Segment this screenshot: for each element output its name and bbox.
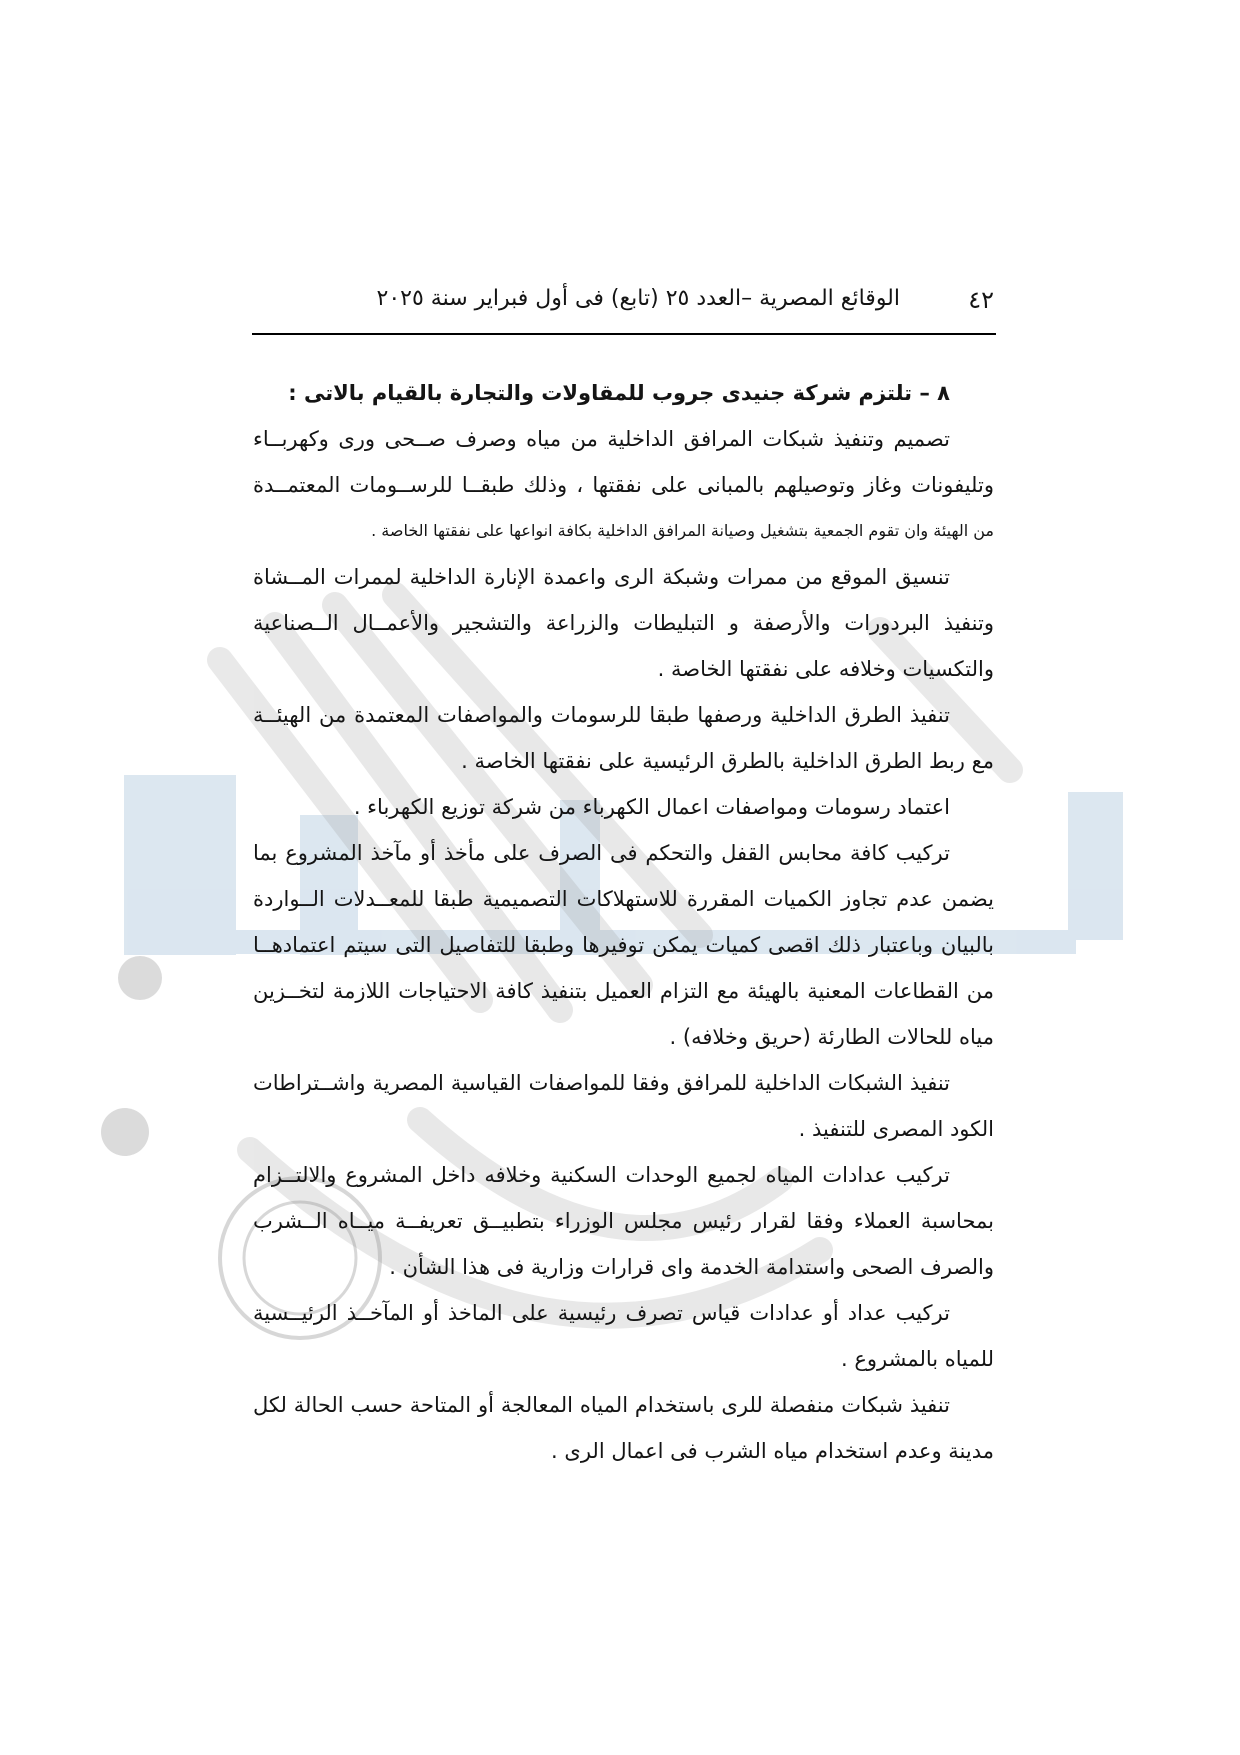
text-line: للمياه بالمشروع .: [840, 1347, 994, 1371]
text-line: من الهيئة وان تقوم الجمعية بتشغيل وصيانة المرافق الداخلية بكافة انواعها على نفقتها الخاصة .: [371, 521, 994, 540]
text-line: مياه للحالات الطارئة (حريق وخلافه) .: [669, 1025, 994, 1049]
paragraph: [253, 416, 994, 554]
text-line: تركيب كافة محابس القفل والتحكم فى الصرف على مأخذ أو مآخذ المشروع بما: [253, 841, 950, 865]
paragraph: [253, 784, 994, 830]
paragraph: [253, 1152, 994, 1290]
document-body: [253, 370, 994, 1474]
text-line: مع ربط الطرق الداخلية بالطرق الرئيسية على نفقتها الخاصة .: [461, 749, 994, 773]
watermark-dot: [118, 956, 162, 1000]
page-number: ٤٢: [968, 286, 994, 314]
paragraph: [253, 830, 994, 1060]
text-line: تنسيق الموقع من ممرات وشبكة الرى واعمدة الإنارة الداخلية لممرات المــشاة: [253, 565, 950, 589]
watermark-block: [1068, 792, 1123, 940]
watermark-dot: [101, 1108, 149, 1156]
text-line: تصميم وتنفيذ شبكات المرافق الداخلية من مياه وصرف صــحى ورى وكهربــاء: [253, 427, 950, 451]
paragraph: [253, 692, 994, 784]
paragraph: [253, 1060, 994, 1152]
text-line: بمحاسبة العملاء وفقا لقرار رئيس مجلس الوزراء بتطبيــق تعريفــة ميــاه الــشرب: [253, 1209, 994, 1233]
text-line: اعتماد رسومات ومواصفات اعمال الكهرباء من شركة توزيع الكهرباء .: [353, 795, 950, 819]
text-line: تنفيذ شبكات منفصلة للرى باستخدام المياه المعالجة أو المتاحة حسب الحالة لكل: [253, 1393, 950, 1417]
text-line: مدينة وعدم استخدام مياه الشرب فى اعمال الرى .: [551, 1439, 994, 1463]
text-line: والصرف الصحى واستدامة الخدمة واى قرارات وزارية فى هذا الشأن .: [389, 1255, 994, 1279]
paragraph: [253, 1382, 994, 1474]
text-line: بالبيان وباعتبار ذلك اقصى كميات يمكن توفيرها وطبقا للتفاصيل التى سيتم اعتمادهــا: [253, 933, 994, 957]
text-line: تركيب عدادات المياه لجميع الوحدات السكنية وخلافه داخل المشروع والالتــزام: [253, 1163, 950, 1187]
text-line: والتكسيات وخلافه على نفقتها الخاصة .: [657, 657, 994, 681]
text-line: وتنفيذ البردورات والأرصفة و التبليطات والزراعة والتشجير والأعمــال الــصناعية: [253, 611, 994, 635]
text-line: يضمن عدم تجاوز الكميات المقررة للاستهلاكات التصميمية طبقا للمعــدلات الــواردة: [253, 887, 994, 911]
running-header-title: الوقائع المصرية –العدد ٢٥ (تابع) فى أول فبراير سنة ٢٠٢٥: [376, 286, 900, 311]
text-line: تركيب عداد أو عدادات قياس تصرف رئيسية على الماخذ أو المآخــذ الرئيــسية: [253, 1301, 950, 1325]
watermark-dots: [101, 956, 162, 1156]
paragraph: [253, 1290, 994, 1382]
text-line: تنفيذ الطرق الداخلية ورصفها طبقا للرسومات والمواصفات المعتمدة من الهيئــة: [253, 703, 950, 727]
text-line: وتليفونات وغاز وتوصيلهم بالمبانى على نفقتها ، وذلك طبقــا للرســومات المعتمــدة: [253, 473, 994, 497]
paragraph: [253, 554, 994, 692]
text-line: تنفيذ الشبكات الداخلية للمرافق وفقا للمواصفات القياسية المصرية واشــتراطات: [253, 1071, 950, 1095]
header-rule: [252, 333, 996, 335]
text-line: من القطاعات المعنية بالهيئة مع التزام العميل بتنفيذ كافة الاحتياجات اللازمة لتخــزين: [253, 979, 994, 1003]
section-heading: ٨ – تلتزم شركة جنيدى جروب للمقاولات والتجارة بالقيام بالاتى :: [288, 381, 950, 405]
watermark-block: [124, 775, 236, 955]
text-line: الكود المصرى للتنفيذ .: [798, 1117, 994, 1141]
